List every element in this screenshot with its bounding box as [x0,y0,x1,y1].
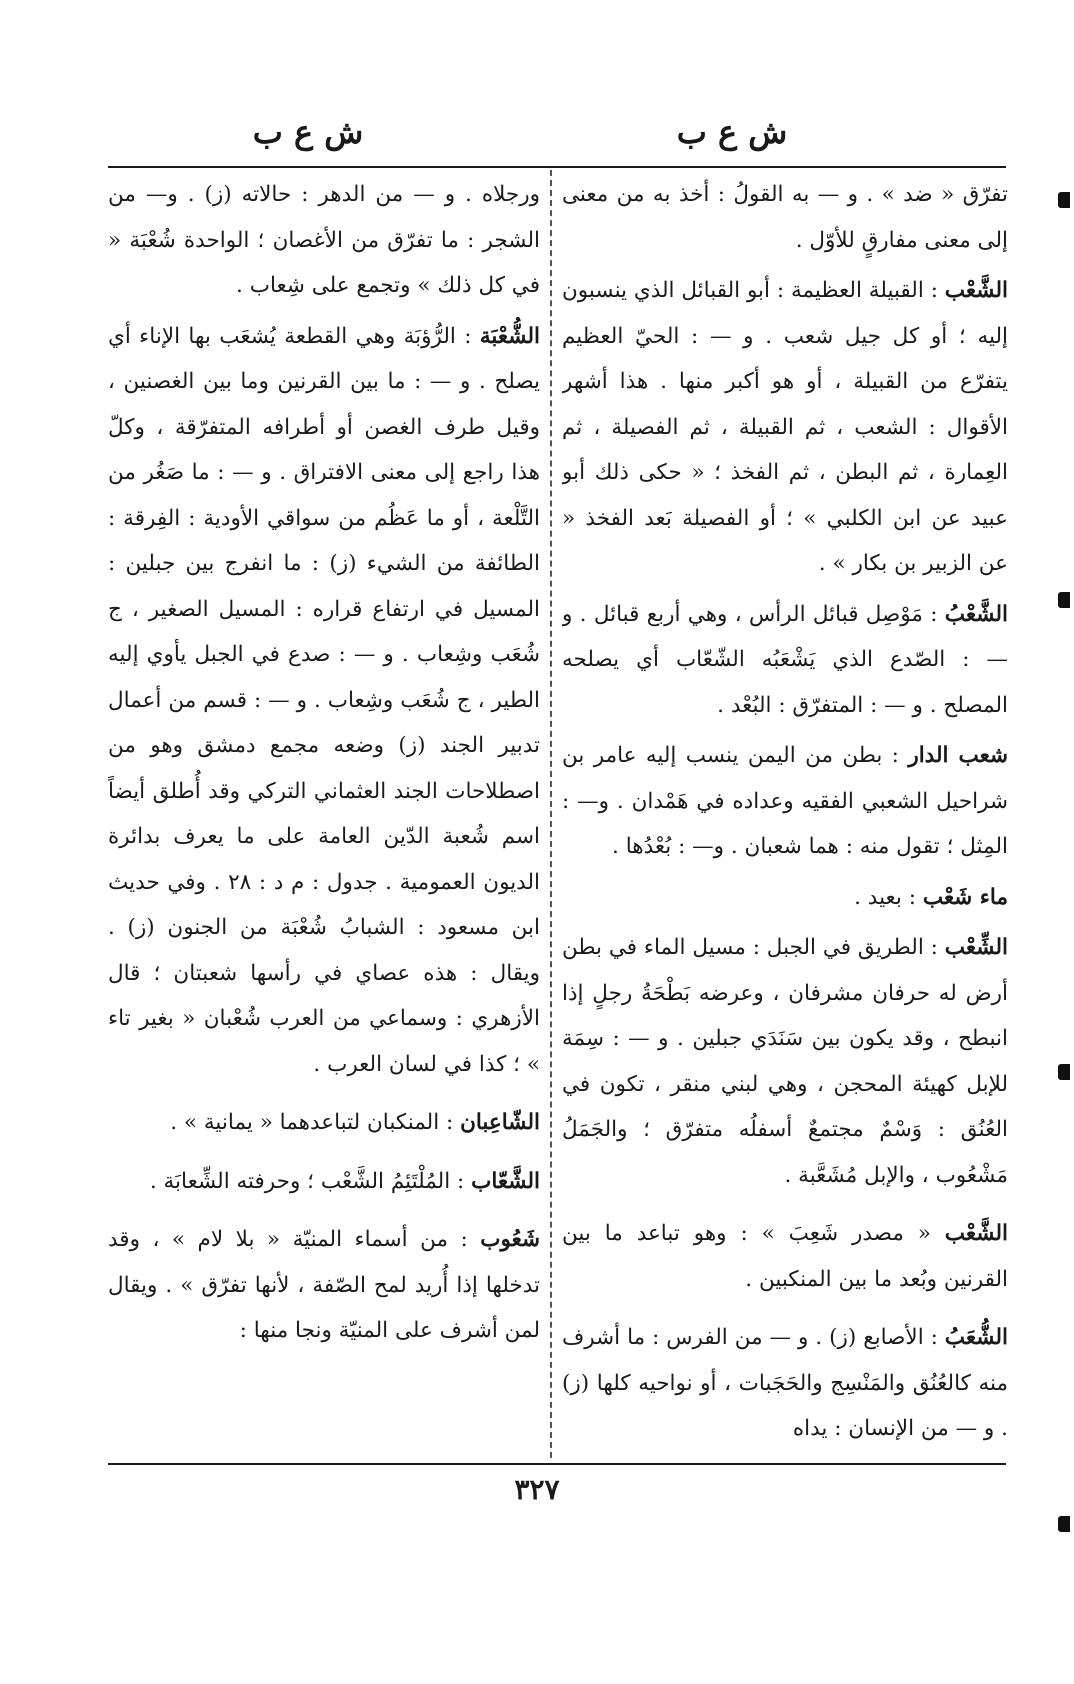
entry-separator [108,1151,540,1159]
dictionary-entry [562,1211,1008,1302]
dictionary-entry [108,1159,540,1205]
entry-headword: الشّاعِبان [460,1110,540,1135]
entry-headword: الشَّعْب [944,278,1008,303]
dictionary-entry [108,1217,540,1354]
entry-headword: شَعُوب [480,1227,540,1252]
dictionary-entry [108,314,540,1088]
entry-headword: الشَّعْب [944,1221,1008,1246]
entry-definition: : المنكبان لتباعدهما « يمانية » . [170,1110,461,1135]
dictionary-entry [108,172,540,309]
page-number: ٣٢٧ [514,1473,560,1506]
entry-headword: ماء شَعْب [922,884,1008,910]
entry-definition: تفرّق « ضد » . و — به القولُ : أخذ به من معنى إلى معنى مفارقٍ للأوّل . [562,182,1008,253]
right-column [562,172,1008,1456]
entry-definition: : من أسماء المنيّة « بلا لام » ، وقد تدخلها إذا أُريد لمح الصّفة ، لأنها تفرّق » . ويقال لمن أشرف على المنيّة ونجا منها : [108,1227,540,1343]
entry-definition: : بطن من اليمن ينسب إليه عامر بن شراحيل الشعبي الفقيه وعداده في هَمْدان . و— : المِثل ؛ تقول منه : هما شعبان . و— : بُعْدُها . [562,743,1008,859]
left-column [108,172,540,1456]
entry-definition: ورجلاه . و — من الدهر : حالاته (ز) . و— من الشجر : ما تفرّق من الأغصان ؛ الواحدة شُعْبَة « في كل ذلك » وتجمع على شِعاب . [108,182,540,298]
margin-mark [1058,192,1070,208]
running-head-left: ش ع ب [252,113,364,151]
margin-mark [1058,1064,1070,1080]
footer-rule [108,1463,1006,1465]
entry-definition: : الرُّؤبَة وهي القطعة يُشعَب بها الإناء أي يصلح . و — : ما بين القرنين وما بين الغصنين ، وقيل طرف الغصن أو أطرافه المتفرّقة ، وكلّ هذا راجع إلى معنى الافتراق . و — : ما صَغُر من التَّلْعة ، أو ما عَظُم من سواقي الأودية : الفِرقة : الطائفة من الشيء (ز) : ما انفرج بين جبلين : المسيل في ارتفاع قراره : المسيل الصغير ، ج شُعَب وشِعاب . و — : صدع في الجبل يأوي إليه الطير ، ج شُعَب وشِعاب . و — : قسم من أعمال تدبير الجند (ز) وضعه مجمع دمشق وهو من اصطلاحات الجند العثماني التركي وقد أُطلق أيضاً اسم شُعبة الدّين العامة على ما يعرف بدائرة الديون العمومية . جدول : م د : ٢٨ . وفي حديث ابن مسعود : الشبابُ شُعْبَة من الجنون (ز) . ويقال : هذه عصاي في رأسها شعبتان ؛ قال الأزهري : وسماعي من العرب شُعْبان « بغير تاء » ؛ كذا في لسان العرب . [108,323,540,1077]
entry-headword: الشِّعْب [944,935,1008,960]
dictionary-entry [562,592,1008,729]
entry-headword: الشَّعّاب [471,1168,540,1194]
dictionary-entry [108,1100,540,1146]
dictionary-entry [562,1315,1008,1452]
margin-mark [1058,592,1070,608]
entry-headword: الشُّعْبَة [479,323,540,349]
entry-separator [108,1092,540,1100]
entry-headword: الشَّعْبُ [944,601,1008,627]
dictionary-entry [562,172,1008,263]
entry-definition: : القبيلة العظيمة : أبو القبائل الذي ينسبون إليه ؛ أو كل جيل شعب . و — : الحيّ العظيم يتفرّع من القبيلة ، أو هو أكبر منها . هذا أشهر الأقوال : الشعب ، ثم القبيلة ، ثم الفصيلة ، ثم العِمارة ، ثم البطن ، ثم الفخذ ؛ « حكى ذلك أبو عبيد عن ابن الكلبي » ؛ أو الفصيلة بَعد الفخذ « عن الزبير بن بكار » . [562,278,1008,576]
entry-headword: شعب الدار [908,743,1008,768]
dictionary-entry [562,268,1008,587]
entry-separator [562,1203,1008,1211]
entry-definition: : المُلْتَئِمُ الشَّعْب ؛ وحرفته الشِّعابَة . [149,1168,472,1194]
entry-separator [108,1209,540,1217]
entry-definition: : مَوْصِل قبائل الرأس ، وهي أربع قبائل . و — : الصّدع الذي يَشْعَبُه الشّعّاب أي يصلحه المصلح . و — : المتفرّق : البُعْد . [562,601,1008,718]
entry-definition: : الأصابع (ز) . و — من الفرس : ما أشرف منه كالعُنُق والمَنْسِج والحَجَبات ، أو نواحيه كلها (ز) . و — من الإنسان : يداه [562,1325,1008,1441]
column-divider [550,170,552,1458]
entry-headword: الشُّعَبُ [944,1325,1008,1350]
header-rule [108,166,1006,168]
entry-definition: : الطريق في الجبل : مسيل الماء في بطن أرض له حرفان مشرفان ، وعرضه بَطْحَةُ رجلٍ إذا انبطح ، وقد يكون بين سَنَدَي جبلين . و — : سِمَة للإبل كهيئة المحجن ، وهي لبني منقر ، تكون في العُنُق : وَسْمٌ مجتمعٌ أسفلُه متفرّق ؛ والجَمَلُ مَشْعُوب ، والإبل مُشَعَّبة . [562,935,1008,1188]
entry-definition: : بعيد . [854,884,923,910]
dictionary-entry [562,875,1008,921]
margin-mark [1058,1516,1070,1532]
entry-definition: « مصدر شَعِبَ » : وهو تباعد ما بين القرنين وبُعد ما بين المنكبين . [562,1221,1008,1292]
running-head-right: ش ع ب [676,113,788,151]
entry-separator [562,1307,1008,1315]
dictionary-entry [562,925,1008,1198]
dictionary-entry [562,733,1008,870]
